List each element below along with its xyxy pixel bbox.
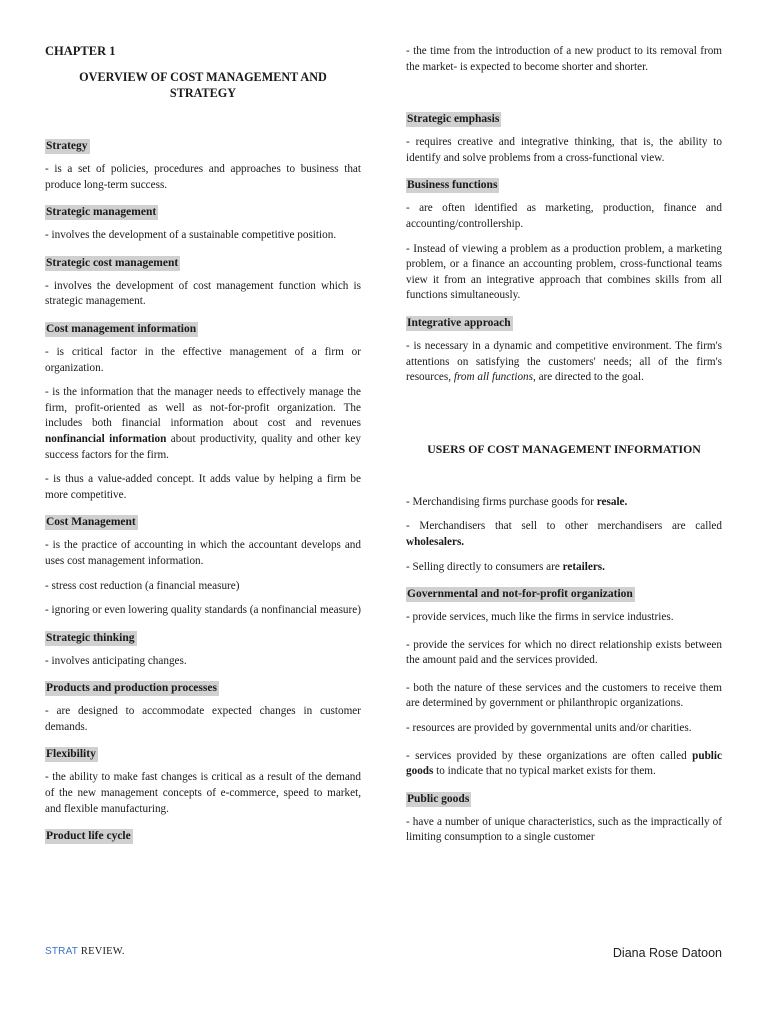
strategic-management-definition: - involves the development of a sustainable competitive position. bbox=[45, 229, 337, 242]
footer-left bbox=[45, 946, 125, 957]
title-line-1: OVERVIEW OF COST MANAGEMENT AND bbox=[79, 70, 327, 84]
heading-strategic-thinking: Strategic thinking bbox=[46, 631, 135, 644]
strategic-cost-management-definition: - involves the development of cost management function which is strategic management. bbox=[45, 279, 361, 308]
business-functions-paragraph-1: - are often identified as marketing, production, finance and accounting/controllership. bbox=[406, 202, 722, 230]
cm-paragraph-2: - stress cost reduction (a financial measure) bbox=[45, 579, 240, 592]
heading-strategic-emphasis: Strategic emphasis bbox=[407, 113, 500, 126]
footer-review: REVIEW. bbox=[80, 946, 125, 957]
heading-products-production-processes: Products and production processes bbox=[46, 682, 217, 695]
public-goods-definition: - have a number of unique characteristics, such as the impractically of limiting consumption to a single customer bbox=[406, 815, 722, 844]
heading-integrative-approach: Integrative approach bbox=[407, 316, 511, 329]
heading-strategy: Strategy bbox=[46, 140, 88, 152]
gov-paragraph-2: - provide the services for which no direct relationship exists between the amount paid and the services provided. bbox=[406, 638, 722, 667]
cmi-paragraph-1: - is critical factor in the effective management of a firm or organization. bbox=[45, 345, 361, 374]
heading-public-goods: Public goods bbox=[407, 792, 470, 805]
title-line-2: STRATEGY bbox=[169, 86, 237, 100]
merchandising-paragraph-2: - Merchandisers that sell to other merchandisers are called wholesalers. bbox=[406, 520, 722, 548]
strategic-thinking-definition: - involves anticipating changes. bbox=[45, 654, 187, 667]
products-processes-definition: - are designed to accommodate expected changes in customer demands. bbox=[45, 705, 361, 733]
footer-strat: STRAT bbox=[45, 946, 79, 957]
footer-author: Diana Rose Datoon bbox=[612, 946, 722, 960]
heading-strategic-cost-management: Strategic cost management bbox=[46, 256, 179, 269]
right-column bbox=[406, 44, 722, 855]
heading-flexibility: Flexibility bbox=[46, 748, 96, 761]
merchandising-paragraph-1: - Merchandising firms purchase goods for resale. bbox=[406, 495, 628, 508]
users-section-title: USERS OF COST MANAGEMENT INFORMATION bbox=[427, 441, 701, 456]
heading-governmental-organization: Governmental and not-for-profit organization bbox=[407, 588, 633, 601]
strategic-emphasis-definition: - requires creative and integrative thinking, that is, the ability to identify and solve problems from a cross-functional view. bbox=[406, 136, 722, 164]
left-column bbox=[45, 44, 361, 852]
page-title bbox=[45, 69, 361, 101]
cm-paragraph-3: - ignoring or even lowering quality standards (a nonfinancial measure) bbox=[45, 604, 361, 617]
cmi-paragraph-2: - is the information that the manager needs to effectively manage the firm, profit-oriented as well as not-for-profit organization. The includes both financial information about cost and revenues nonfinancial information about productivity, quality and other key success factors for the firm. bbox=[45, 386, 361, 461]
merchandising-paragraph-3: - Selling directly to consumers are retailers. bbox=[406, 560, 605, 573]
product-life-cycle-definition: - the time from the introduction of a new product to its removal from the market- is expected to become shorter and shorter. bbox=[406, 45, 722, 73]
heading-business-functions: Business functions bbox=[407, 179, 498, 192]
heading-product-life-cycle: Product life cycle bbox=[46, 830, 131, 843]
chapter-label: CHAPTER 1 bbox=[45, 44, 116, 58]
heading-cost-management-information: Cost management information bbox=[46, 322, 197, 335]
heading-strategic-management: Strategic management bbox=[46, 206, 157, 219]
gov-paragraph-3: - both the nature of these services and the customers to receive them are determined by government or philanthropic organizations. bbox=[406, 681, 722, 710]
gov-paragraph-5: - services provided by these organizations are often called public goods to indicate that no typical market exists for them. bbox=[406, 749, 722, 778]
cm-paragraph-1: - is the practice of accounting in which the accountant develops and uses cost management information. bbox=[45, 539, 361, 567]
gov-paragraph-4: - resources are provided by governmental units and/or charities. bbox=[406, 722, 692, 735]
heading-cost-management: Cost Management bbox=[46, 516, 136, 529]
flexibility-definition: - the ability to make fast changes is critical as a result of the demand of the new management concepts of e-commerce, speed to market, and flexible manufacturing. bbox=[45, 771, 361, 815]
business-functions-paragraph-2: - Instead of viewing a problem as a production problem, a marketing problem, or a finance an accounting problem, cross-functional teams view it from an integrative approach that combines skills from all functions simultaneously. bbox=[406, 242, 722, 302]
strategy-definition: - is a set of policies, procedures and approaches to business that produce long-term success. bbox=[45, 163, 361, 191]
cmi-paragraph-3: - is thus a value-added concept. It adds value by helping a firm be more competitive. bbox=[45, 473, 361, 501]
gov-paragraph-1: - provide services, much like the firms in service industries. bbox=[406, 611, 674, 624]
integrative-approach-definition: - is necessary in a dynamic and competitive environment. The firm's attentions on satisfying the customers' needs; all of the firm's resources, from all functions, are directed to the goal. bbox=[406, 339, 722, 384]
